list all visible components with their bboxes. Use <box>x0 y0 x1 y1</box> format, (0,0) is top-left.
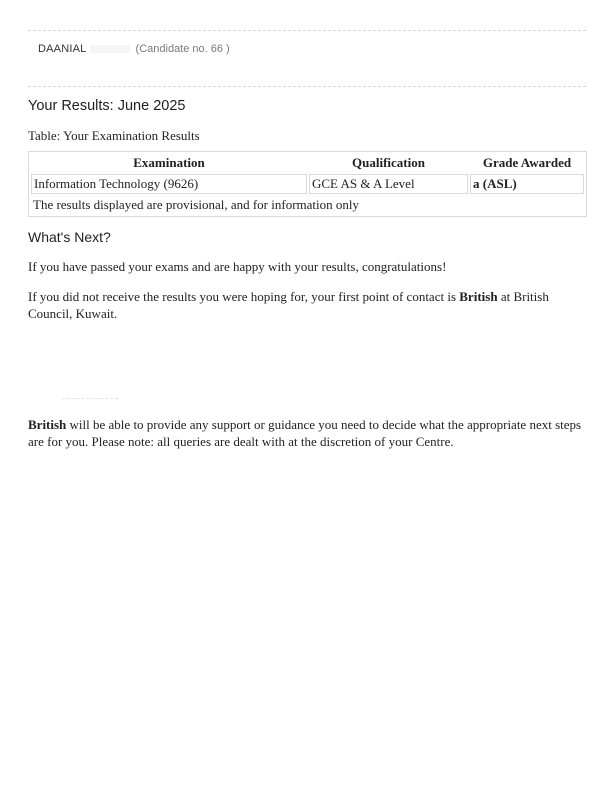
redacted-candidate-details <box>90 45 130 53</box>
contact-text-start: If you did not receive the results you were hoping for, your first point of contact is <box>28 289 460 304</box>
column-header-examination: Examination <box>133 155 205 170</box>
whats-next-heading: What's Next? <box>28 229 111 245</box>
contact-paragraph <box>28 288 586 322</box>
top-divider <box>28 30 586 31</box>
qualification-cell: GCE AS & A Level <box>309 174 468 194</box>
support-contact-name: British <box>28 417 67 432</box>
table-caption: Table: Your Examination Results <box>28 128 200 143</box>
results-table <box>28 151 587 217</box>
header-divider <box>28 86 586 87</box>
congratulations-paragraph: If you have passed your exams and are happy with your results, congratulations! <box>28 259 447 274</box>
table-note-row <box>31 196 584 214</box>
examination-cell: Information Technology (9626) <box>31 174 307 194</box>
contact-name: British <box>459 289 498 304</box>
faint-divider <box>62 398 118 399</box>
provisional-note: The results displayed are provisional, and for information only <box>33 197 360 212</box>
support-text: will be able to provide any support or guidance you need to decide what the appropriate next steps are for you. Please note: all queries are dealt with at the discretion of your Centre. <box>28 417 582 449</box>
table-row <box>31 174 584 194</box>
candidate-info <box>38 43 230 55</box>
results-heading: Your Results: June 2025 <box>28 98 186 114</box>
contact-text-end: at British Council, Kuwait. <box>28 289 549 321</box>
candidate-name: DAANIAL <box>38 43 87 55</box>
table-header-row <box>31 154 584 172</box>
column-header-grade: Grade Awarded <box>482 155 572 170</box>
column-header-qualification: Qualification <box>352 155 425 170</box>
candidate-number: (Candidate no. 66 ) <box>135 43 230 55</box>
support-paragraph <box>28 416 586 450</box>
grade-cell: a (ASL) <box>470 174 584 194</box>
